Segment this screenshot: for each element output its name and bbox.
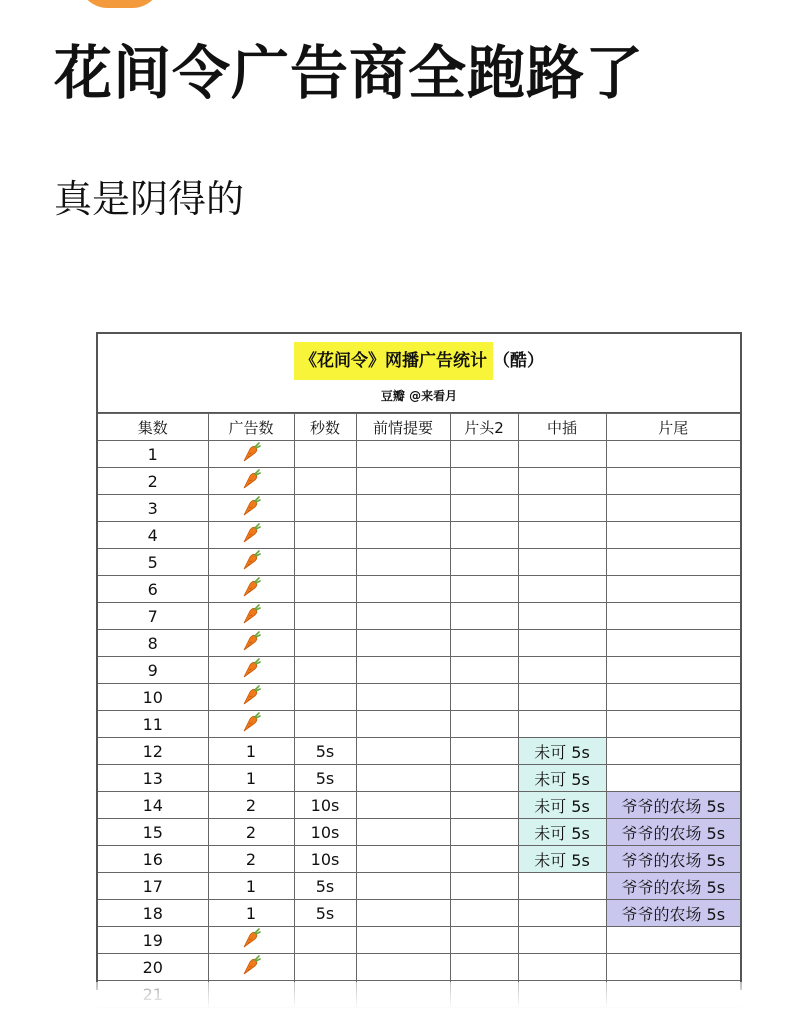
post-body-text: 真是阴得的 bbox=[54, 177, 245, 221]
table-row bbox=[98, 711, 740, 738]
table-row bbox=[98, 900, 740, 927]
seconds-cell: 10s bbox=[294, 819, 356, 846]
recap-cell bbox=[356, 441, 450, 468]
seconds-cell bbox=[294, 468, 356, 495]
table-row bbox=[98, 954, 740, 981]
ending-cell bbox=[606, 765, 740, 792]
ad-count-cell bbox=[208, 711, 294, 738]
carrot-icon bbox=[241, 495, 261, 521]
ending-cell bbox=[606, 738, 740, 765]
ad-count-cell bbox=[208, 549, 294, 576]
mid-roll-cell bbox=[518, 900, 606, 927]
opening2-cell bbox=[450, 657, 518, 684]
carrot-icon bbox=[241, 576, 261, 602]
table-row bbox=[98, 603, 740, 630]
ending-cell bbox=[606, 657, 740, 684]
episode-cell: 16 bbox=[98, 846, 208, 873]
seconds-cell bbox=[294, 684, 356, 711]
column-header-ending: 片尾 bbox=[606, 414, 740, 441]
table-row bbox=[98, 495, 740, 522]
seconds-cell bbox=[294, 495, 356, 522]
episode-cell: 11 bbox=[98, 711, 208, 738]
ad-statistics-image[interactable] bbox=[96, 332, 742, 990]
ending-cell: 爷爷的农场 5s bbox=[606, 873, 740, 900]
seconds-cell bbox=[294, 711, 356, 738]
table-row bbox=[98, 684, 740, 711]
mid-roll-cell bbox=[518, 576, 606, 603]
ad-count-cell bbox=[208, 522, 294, 549]
mid-roll-cell bbox=[518, 603, 606, 630]
mid-roll-cell: 未可 5s bbox=[518, 819, 606, 846]
mid-roll-cell bbox=[518, 549, 606, 576]
table-row bbox=[98, 792, 740, 819]
column-header-seconds: 秒数 bbox=[294, 414, 356, 441]
seconds-cell bbox=[294, 603, 356, 630]
ending-cell bbox=[606, 468, 740, 495]
carrot-icon bbox=[241, 711, 261, 737]
episode-cell: 15 bbox=[98, 819, 208, 846]
opening2-cell bbox=[450, 630, 518, 657]
ad-count-cell: 1 bbox=[208, 900, 294, 927]
episode-cell: 19 bbox=[98, 927, 208, 954]
recap-cell bbox=[356, 603, 450, 630]
opening2-cell bbox=[450, 441, 518, 468]
seconds-cell bbox=[294, 954, 356, 981]
sheet-title-suffix: （酷） bbox=[493, 351, 544, 371]
opening2-cell bbox=[450, 468, 518, 495]
seconds-cell bbox=[294, 927, 356, 954]
mid-roll-cell: 未可 5s bbox=[518, 738, 606, 765]
ad-count-cell: 2 bbox=[208, 792, 294, 819]
mid-roll-cell bbox=[518, 684, 606, 711]
sheet-title bbox=[98, 346, 740, 371]
ending-cell bbox=[606, 549, 740, 576]
seconds-cell: 5s bbox=[294, 765, 356, 792]
column-header-ad-count: 广告数 bbox=[208, 414, 294, 441]
mid-roll-cell bbox=[518, 927, 606, 954]
seconds-cell bbox=[294, 549, 356, 576]
episode-cell: 20 bbox=[98, 954, 208, 981]
opening2-cell bbox=[450, 738, 518, 765]
table-row bbox=[98, 873, 740, 900]
ending-cell bbox=[606, 603, 740, 630]
mid-roll-cell bbox=[518, 441, 606, 468]
ad-count-cell bbox=[208, 576, 294, 603]
table-row bbox=[98, 468, 740, 495]
ad-count-cell: 2 bbox=[208, 819, 294, 846]
ad-count-cell: 1 bbox=[208, 765, 294, 792]
table-row bbox=[98, 819, 740, 846]
ending-cell bbox=[606, 711, 740, 738]
ad-count-cell bbox=[208, 630, 294, 657]
table-row bbox=[98, 738, 740, 765]
episode-cell: 17 bbox=[98, 873, 208, 900]
mid-roll-cell bbox=[518, 657, 606, 684]
episode-cell: 3 bbox=[98, 495, 208, 522]
table-row bbox=[98, 846, 740, 873]
seconds-cell bbox=[294, 576, 356, 603]
recap-cell bbox=[356, 954, 450, 981]
opening2-cell bbox=[450, 900, 518, 927]
mid-roll-cell bbox=[518, 711, 606, 738]
ad-count-cell bbox=[208, 657, 294, 684]
ad-count-cell bbox=[208, 927, 294, 954]
avatar[interactable] bbox=[78, 0, 162, 8]
recap-cell bbox=[356, 873, 450, 900]
opening2-cell bbox=[450, 927, 518, 954]
recap-cell bbox=[356, 846, 450, 873]
carrot-icon bbox=[241, 630, 261, 656]
recap-cell bbox=[356, 927, 450, 954]
table-header-row bbox=[98, 414, 740, 441]
table-body bbox=[98, 441, 740, 1008]
table-row bbox=[98, 657, 740, 684]
recap-cell bbox=[356, 711, 450, 738]
opening2-cell bbox=[450, 711, 518, 738]
seconds-cell: 10s bbox=[294, 846, 356, 873]
episode-cell: 4 bbox=[98, 522, 208, 549]
seconds-cell: 10s bbox=[294, 792, 356, 819]
sheet-credit: 豆瓣 @来看月 bbox=[380, 389, 458, 403]
table-row bbox=[98, 549, 740, 576]
ending-cell bbox=[606, 954, 740, 981]
episode-cell: 7 bbox=[98, 603, 208, 630]
column-header-episode: 集数 bbox=[98, 414, 208, 441]
opening2-cell bbox=[450, 684, 518, 711]
mid-roll-cell: 未可 5s bbox=[518, 846, 606, 873]
column-header-recap: 前情提要 bbox=[356, 414, 450, 441]
episode-cell: 2 bbox=[98, 468, 208, 495]
recap-cell bbox=[356, 684, 450, 711]
episode-cell: 1 bbox=[98, 441, 208, 468]
recap-cell bbox=[356, 738, 450, 765]
opening2-cell bbox=[450, 603, 518, 630]
carrot-icon bbox=[241, 468, 261, 494]
ending-cell: 爷爷的农场 5s bbox=[606, 900, 740, 927]
mid-roll-cell bbox=[518, 873, 606, 900]
ad-count-cell bbox=[208, 684, 294, 711]
recap-cell bbox=[356, 630, 450, 657]
column-header-mid-roll: 中插 bbox=[518, 414, 606, 441]
ending-cell bbox=[606, 927, 740, 954]
mid-roll-cell bbox=[518, 495, 606, 522]
seconds-cell bbox=[294, 657, 356, 684]
ad-count-cell bbox=[208, 468, 294, 495]
ending-cell bbox=[606, 441, 740, 468]
opening2-cell bbox=[450, 873, 518, 900]
ad-count-cell bbox=[208, 495, 294, 522]
bottom-fade bbox=[96, 982, 742, 1027]
carrot-icon bbox=[241, 684, 261, 710]
seconds-cell bbox=[294, 522, 356, 549]
ad-count-cell bbox=[208, 954, 294, 981]
mid-roll-cell bbox=[518, 522, 606, 549]
opening2-cell bbox=[450, 576, 518, 603]
recap-cell bbox=[356, 657, 450, 684]
recap-cell bbox=[356, 549, 450, 576]
recap-cell bbox=[356, 819, 450, 846]
episode-cell: 5 bbox=[98, 549, 208, 576]
recap-cell bbox=[356, 495, 450, 522]
opening2-cell bbox=[450, 495, 518, 522]
opening2-cell bbox=[450, 549, 518, 576]
column-header-opening2: 片头2 bbox=[450, 414, 518, 441]
carrot-icon bbox=[241, 927, 261, 953]
recap-cell bbox=[356, 765, 450, 792]
episode-cell: 8 bbox=[98, 630, 208, 657]
recap-cell bbox=[356, 900, 450, 927]
episode-cell: 14 bbox=[98, 792, 208, 819]
carrot-icon bbox=[241, 549, 261, 575]
table-row bbox=[98, 522, 740, 549]
carrot-icon bbox=[241, 441, 261, 467]
table-row bbox=[98, 441, 740, 468]
episode-cell: 13 bbox=[98, 765, 208, 792]
table-row bbox=[98, 927, 740, 954]
ad-count-cell bbox=[208, 441, 294, 468]
opening2-cell bbox=[450, 522, 518, 549]
ending-cell: 爷爷的农场 5s bbox=[606, 846, 740, 873]
episode-cell: 12 bbox=[98, 738, 208, 765]
episode-cell: 18 bbox=[98, 900, 208, 927]
table-row bbox=[98, 630, 740, 657]
opening2-cell bbox=[450, 792, 518, 819]
mid-roll-cell bbox=[518, 468, 606, 495]
sheet-header bbox=[98, 334, 740, 413]
seconds-cell bbox=[294, 441, 356, 468]
opening2-cell bbox=[450, 765, 518, 792]
seconds-cell: 5s bbox=[294, 873, 356, 900]
mid-roll-cell: 未可 5s bbox=[518, 792, 606, 819]
seconds-cell: 5s bbox=[294, 900, 356, 927]
carrot-icon bbox=[241, 657, 261, 683]
ad-count-cell: 2 bbox=[208, 846, 294, 873]
ending-cell bbox=[606, 576, 740, 603]
post-title: 花间令广告商全跑路了 bbox=[54, 39, 645, 107]
recap-cell bbox=[356, 468, 450, 495]
sheet-title-highlight: 《花间令》网播广告统计 bbox=[294, 342, 493, 380]
ad-count-cell: 1 bbox=[208, 873, 294, 900]
recap-cell bbox=[356, 576, 450, 603]
seconds-cell bbox=[294, 630, 356, 657]
episode-cell: 10 bbox=[98, 684, 208, 711]
carrot-icon bbox=[241, 954, 261, 980]
recap-cell bbox=[356, 522, 450, 549]
mid-roll-cell bbox=[518, 630, 606, 657]
seconds-cell: 5s bbox=[294, 738, 356, 765]
ending-cell: 爷爷的农场 5s bbox=[606, 792, 740, 819]
ad-table bbox=[98, 413, 740, 1008]
table-row bbox=[98, 576, 740, 603]
mid-roll-cell: 未可 5s bbox=[518, 765, 606, 792]
ending-cell bbox=[606, 684, 740, 711]
recap-cell bbox=[356, 792, 450, 819]
opening2-cell bbox=[450, 954, 518, 981]
episode-cell: 6 bbox=[98, 576, 208, 603]
opening2-cell bbox=[450, 819, 518, 846]
ad-count-cell bbox=[208, 603, 294, 630]
ad-count-cell: 1 bbox=[208, 738, 294, 765]
ending-cell bbox=[606, 495, 740, 522]
table-row bbox=[98, 765, 740, 792]
mid-roll-cell bbox=[518, 954, 606, 981]
carrot-icon bbox=[241, 603, 261, 629]
ending-cell: 爷爷的农场 5s bbox=[606, 819, 740, 846]
episode-cell: 9 bbox=[98, 657, 208, 684]
carrot-icon bbox=[241, 522, 261, 548]
ending-cell bbox=[606, 522, 740, 549]
ending-cell bbox=[606, 630, 740, 657]
opening2-cell bbox=[450, 846, 518, 873]
